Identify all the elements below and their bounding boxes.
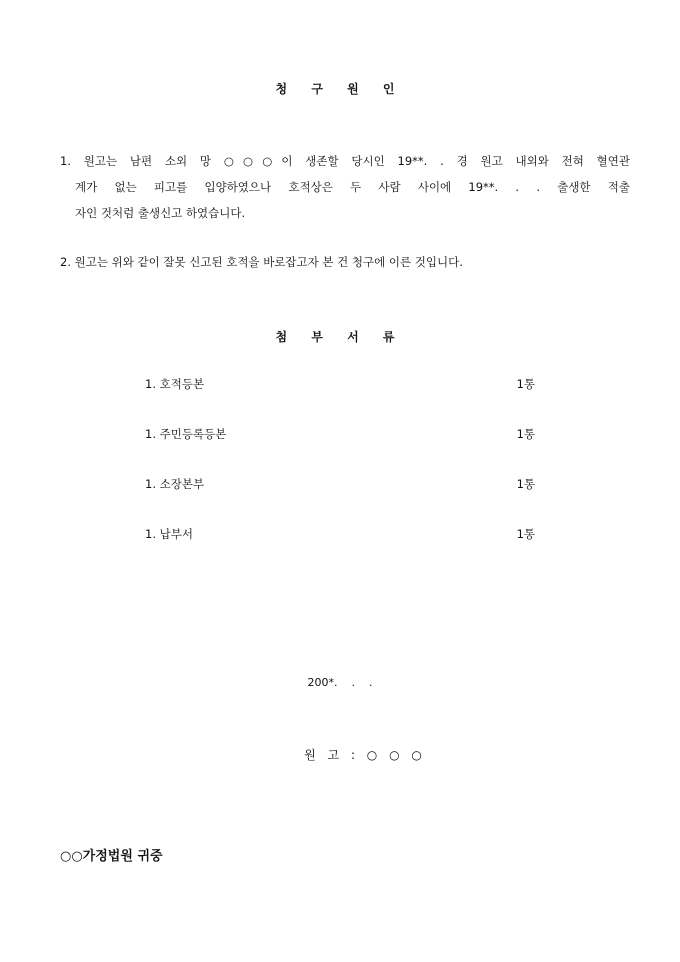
attachment-row [145, 526, 535, 542]
attachments-heading: 첨 부 서 류 [275, 330, 405, 344]
attachment-qty: 1통 [516, 527, 535, 541]
claim-paragraph-2 [60, 249, 630, 275]
attachment-qty: 1통 [516, 377, 535, 391]
claim-1-line-1: 1. 원고는 남편 소외 망 ○○○이 생존할 당시인 19**. . 경 원고 내외와 전혀 혈연관 [60, 154, 630, 168]
claim-2-line-1: 2. 원고는 위와 같이 잘못 신고된 호적을 바로잡고자 본 건 청구에 이른 것입니다. [60, 255, 463, 269]
claim-heading: 청 구 원 인 [275, 82, 405, 96]
attachment-row [145, 426, 535, 442]
claim-1-line-3: 자인 것처럼 출생신고 하였습니다. [75, 206, 246, 220]
attachment-qty: 1통 [516, 477, 535, 491]
court-addressee: ○○가정법원 귀중 [60, 849, 163, 864]
attachment-name: 1. 납부서 [145, 527, 193, 541]
attachment-row [145, 476, 535, 492]
attachment-name: 1. 호적등본 [145, 377, 205, 391]
claim-1-line-2: 계가 없는 피고를 입양하였으나 호적상은 두 사람 사이에 19**. . . 출생한 적출 [75, 180, 630, 194]
document-date: 200*. . . [307, 676, 373, 689]
claim-paragraph-1 [60, 148, 630, 226]
plaintiff-signature: 원 고 : ○ ○ ○ [304, 748, 426, 762]
attachment-row [145, 376, 535, 392]
attachment-qty: 1통 [516, 427, 535, 441]
attachment-name: 1. 주민등록등본 [145, 427, 227, 441]
attachment-name: 1. 소장본부 [145, 477, 205, 491]
